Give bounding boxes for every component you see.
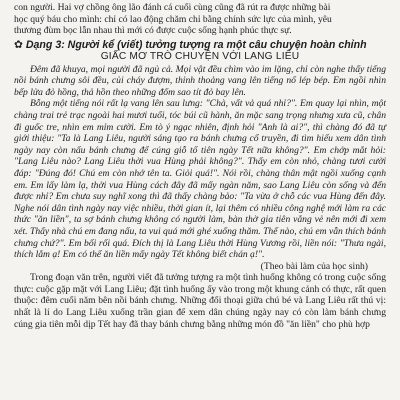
intro-block — [14, 2, 386, 37]
intro-line: thương đùm bọc lẫn nhau thì mới có được cuộc sống hạnh phúc thực sự. — [14, 25, 292, 37]
section-heading — [14, 39, 386, 51]
story-paragraph: Đêm đã khuya, mọi người đã ngủ cả. Mọi vật đều chìm vào im lặng, chỉ còn nghe thấy tiếng nồi bánh chưng sôi đều, củi cháy đượm, thỉnh thoảng vang lên tiếng nổ lép bép. Em ngồi nhìn bếp lửa đỏ hồng, thả hồn theo những đốm sao tít đỏ bay lên. — [14, 63, 386, 98]
intro-line: học quý báu cho mình: chỉ có lao động chăm chỉ bằng chính sức lực của mình, yêu — [14, 13, 332, 25]
story-title: GIẤC MƠ TRÒ CHUYỆN VỚI LANG LIÊU — [100, 51, 300, 63]
story-paragraph: Bỗng một tiếng nói rất lạ vang lên sau lưng: "Chà, vất vả quá nhỉ?". Em quay lại nhìn, một chàng trai trẻ trạc ngoài hai mươi tuổi, tóc búi cũ hành, ăn mặc sang trọng nhưng xưa cũ, chân đi guốc tre, nhìn em mỉm cười. Em tò ý ngạc nhiên, định hỏi "Anh là ai?", thì chàng đó đã tự giới thiệu: "Ta là Lang Liêu, người sáng tạo ra bánh chưng cổ truyền, đi tìm hiểu xem dân tình ngày nay còn nấu bánh chưng để cúng giỗ tổ tiên ngày Tết nữa không?". Em chớp mắt hỏi: "Lang Liêu nào? Lang Liêu thời vua Hùng phải không?". Thấy em còn nhỏ, chàng tươi cười đáp: "Đúng đó! Chú em còn nhớ tên ta. Giỏi quá!". Nói rồi, chàng thân mật ngồi xuống cạnh em. Em lấy làm lạ, thời vua Hùng cách đây đã mấy ngàn năm, sao Lang Liêu còn sống và đến được nhỉ? Em chưa suy nghĩ xong thì đã thấy chàng bảo: "Ta vừa ở chỗ các vua Hùng đến đây. Nghe nói dân tình ngày nay việc nhiều, thời gian ít, lại thêm có nhiều công nghệ mới làm ra các thức "ăn liền", ta sợ bánh chưng không có người làm, bàn thờ gia tiên vắng vẻ nên mới đi xem xét. Thấy nhà chú em đang nấu, ta vui quá mới ghé xuống thăm. Thế nào, chú em vẫn thích bánh chưng chứ?". Em bối rối quá. Đích thị là Lang Liêu thời Hùng Vương rồi, liền nói: "Thưa ngài, thích lắm ạ! Em có thể ăn liền mấy ngày Tết không biết chán ạ!". — [14, 98, 386, 261]
source-note: (Theo bài làm của học sinh) — [260, 260, 368, 272]
intro-line: con người. Hai vợ chồng ông lão đánh cá cuối cùng cũng đã rút ra được những bài — [14, 2, 331, 13]
section-heading-text: Dạng 3: Người kể (viết) tưởng tượng ra một câu chuyện hoàn chỉnh — [25, 38, 367, 51]
four-petal-flower-icon: ✿ — [14, 38, 23, 51]
analysis-paragraph: Trong đoạn văn trên, người viết đã tưởng tượng ra một tình huống không có trong cuộc sống thực: cuộc gặp mặt với Lang Liêu; đặt tình huống ấy vào trong một khung cảnh có thực, rất quen thuộc: đêm cuối năm bên nồi bánh chưng. Những đối thoại giữa chú bé và Lang Liêu rất thú vị: nhất là lí do Lang Liêu xuống trần gian để xem dân chúng ngày nay có còn làm bánh chưng cúng gia tiên mỗi dịp Tết hay đã thay bánh chưng bằng những món đồ "ăn liền" cho phù hợp — [14, 272, 386, 330]
